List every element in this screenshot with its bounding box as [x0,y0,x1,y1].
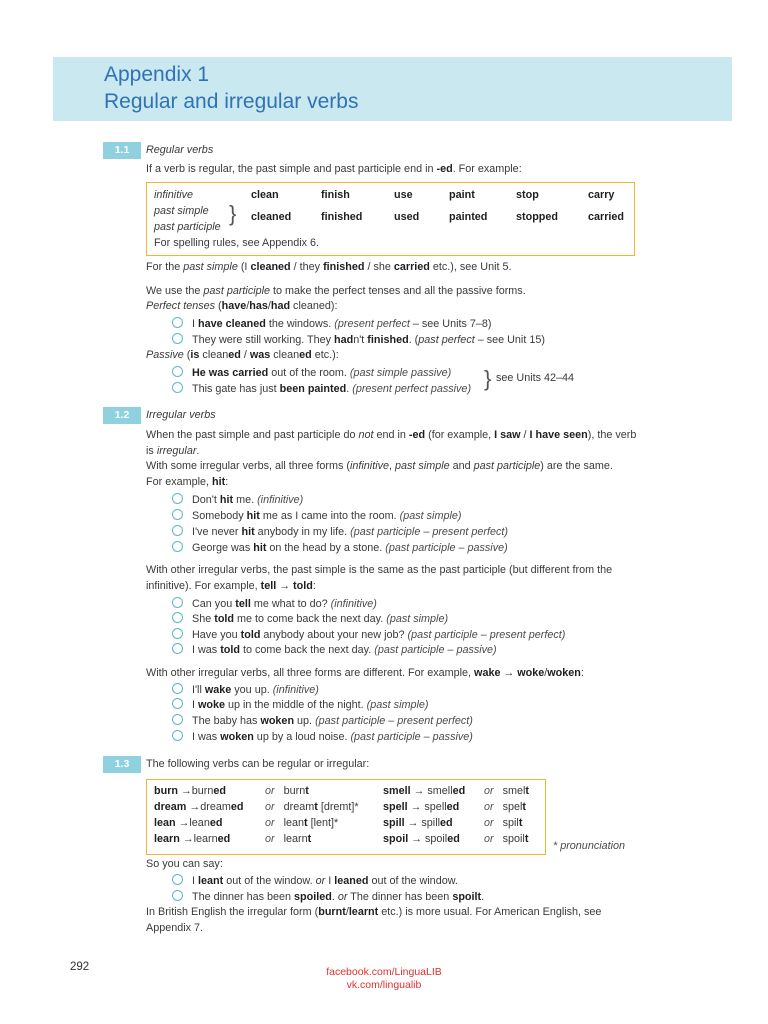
verb-row-dream-alt: or dreamt [dremt]* [265,801,359,813]
bullet-circle-icon [172,597,183,608]
example-hit-line: For example, hit: [146,476,229,488]
section-badge-1-1: 1.1 [103,142,141,159]
section-title-regular-verbs: Regular verbs [146,144,214,156]
past-simple-note: For the past simple (I cleaned / they finished / she carried etc.), see Unit 5. [146,261,512,273]
british-english-note-line1: In British English the irregular form (burnt/learnt etc.) is more usual. For American English, see [146,906,602,918]
past-form-cell: finished [321,211,363,223]
example-wake-2: I woke up in the middle of the night. (past simple) [172,698,428,711]
bullet-circle-icon [172,698,183,709]
tell-intro-line2: infinitive). For example, tell → told: [146,580,316,592]
bullet-circle-icon [172,628,183,639]
row-label-infinitive: infinitive [154,189,194,201]
verb-row-spill-alt: or spilt [484,817,523,829]
example-tell-2: She told me to come back the next day. (past simple) [172,612,448,625]
verb-row-burn-alt: or burnt [265,785,309,797]
tell-intro-line1: With other irregular verbs, the past simple is the same as the past participle (but different from the [146,564,613,576]
past-form-cell: stopped [516,211,558,223]
past-form-cell: cleaned [251,211,292,223]
verb-row-burn: burn →burned [154,785,227,797]
bullet-circle-icon [172,317,183,328]
verb-row-spell-alt: or spelt [484,801,527,813]
section-badge-1-2: 1.2 [103,407,141,424]
bullet-circle-icon [172,525,183,536]
bullet-circle-icon [172,366,183,377]
verb-row-dream: dream →dreamed [154,801,244,813]
verb-row-learn: learn →learned [154,833,231,845]
row-label-past-simple: past simple [154,205,209,217]
bullet-circle-icon [172,683,183,694]
page-number: 292 [70,961,90,973]
bullet-circle-icon [172,493,183,504]
verb-row-spell: spell → spelled [383,801,460,813]
past-form-cell: carried [588,211,625,223]
irregular-intro-line2: is irregular. [146,445,200,457]
verb-row-smell-alt: or smelt [484,785,530,797]
verb-row-lean: lean →leaned [154,817,223,829]
example-leant-leaned: I leant out of the window. or I leaned out of the window. [172,874,458,887]
example-tell-3: Have you told anybody about your new job? (past participle – present perfect) [172,628,565,641]
example-have-cleaned: I have cleaned the windows. (present perfect – see Units 7–8) [172,317,492,330]
example-hit-3: I've never hit anybody in my life. (past participle – present perfect) [172,525,508,538]
past-form-cell: used [394,211,420,223]
example-hit-4: George was hit on the head by a stone. (past participle – passive) [172,541,508,554]
wake-intro-line: With other irregular verbs, all three forms are different. For example, wake → woke/woken: [146,667,584,679]
example-hit-1: Don't hit me. (infinitive) [172,493,303,506]
bullet-circle-icon [172,612,183,623]
footer-link-facebook[interactable]: facebook.com/LinguaLIB [326,966,442,978]
example-hit-2: Somebody hit me as I came into the room. (past simple) [172,509,461,522]
section-badge-1-3: 1.3 [103,756,141,773]
spelling-note: For spelling rules, see Appendix 6. [154,237,320,249]
verb-row-smell: smell → smelled [383,785,466,797]
bullet-circle-icon [172,890,183,901]
verb-row-learn-alt: or learnt [265,833,312,845]
example-wake-4: I was woken up by a loud noise. (past participle – passive) [172,730,473,743]
verb-row-spill: spill → spilled [383,817,453,829]
appendix-header [53,57,732,121]
verb-row-lean-alt: or leant [lent]* [265,817,339,829]
example-wake-1: I'll wake you up. (infinitive) [172,683,319,696]
so-you-can-say: So you can say: [146,858,223,870]
example-wake-3: The baby has woken up. (past participle – present perfect) [172,714,473,727]
appendix-label: Appendix 1 [104,63,210,86]
infinitive-cell: stop [516,189,539,201]
footer-link-vk[interactable]: vk.com/lingualib [346,979,422,991]
verb-row-spoil: spoil → spoiled [383,833,460,845]
infinitive-cell: clean [251,189,279,201]
bullet-circle-icon [172,541,183,552]
bullet-circle-icon [172,643,183,654]
bullet-circle-icon [172,382,183,393]
infinitive-cell: use [394,189,413,201]
bullet-circle-icon [172,874,183,885]
row-label-past-participle: past participle [154,221,221,233]
section-title-irregular-verbs: Irregular verbs [146,409,216,421]
brace: } [484,366,492,391]
example-tell-4: I was told to come back the next day. (past participle – passive) [172,643,497,656]
page-title: Regular and irregular verbs [104,90,359,113]
bullet-circle-icon [172,730,183,741]
bullet-circle-icon [172,333,183,344]
perfect-tenses-line: Perfect tenses (have/has/had cleaned): [146,300,338,312]
example-spoiled-spoilt: The dinner has been spoiled. or The dinner has been spoilt. [172,890,484,903]
british-english-note-line2: Appendix 7. [146,922,204,934]
example-was-carried: He was carried out of the room. (past simple passive) [172,366,451,379]
regular-or-irregular-intro: The following verbs can be regular or irregular: [146,758,370,770]
see-units-note: see Units 42–44 [496,372,575,384]
same-forms-line: With some irregular verbs, all three forms (infinitive, past simple and past participle) are the same. [146,460,613,472]
verb-row-spoil-alt: or spoilt [484,833,529,845]
past-participle-note: We use the past participle to make the perfect tenses and all the passive forms. [146,285,526,297]
infinitive-cell: finish [321,189,350,201]
irregular-intro-line1: When the past simple and past participle do not end in -ed (for example, I saw / I have seen), the verb [146,429,637,441]
brace: } [229,201,237,226]
regular-verbs-table [146,182,635,256]
passive-line: Passive (is cleaned / was cleaned etc.): [146,349,339,361]
infinitive-cell: carry [588,189,615,201]
infinitive-cell: paint [449,189,475,201]
example-been-painted: This gate has just been painted. (present perfect passive) [172,382,471,395]
example-hadnt-finished: They were still working. They hadn't finished. (past perfect – see Unit 15) [172,333,545,346]
example-tell-1: Can you tell me what to do? (infinitive) [172,597,377,610]
regular-intro: If a verb is regular, the past simple and past participle end in -ed. For example: [146,163,522,175]
pronunciation-note: * pronunciation [553,840,626,852]
bullet-circle-icon [172,714,183,725]
past-form-cell: painted [449,211,488,223]
regular-or-irregular-table [146,779,546,855]
bullet-circle-icon [172,509,183,520]
